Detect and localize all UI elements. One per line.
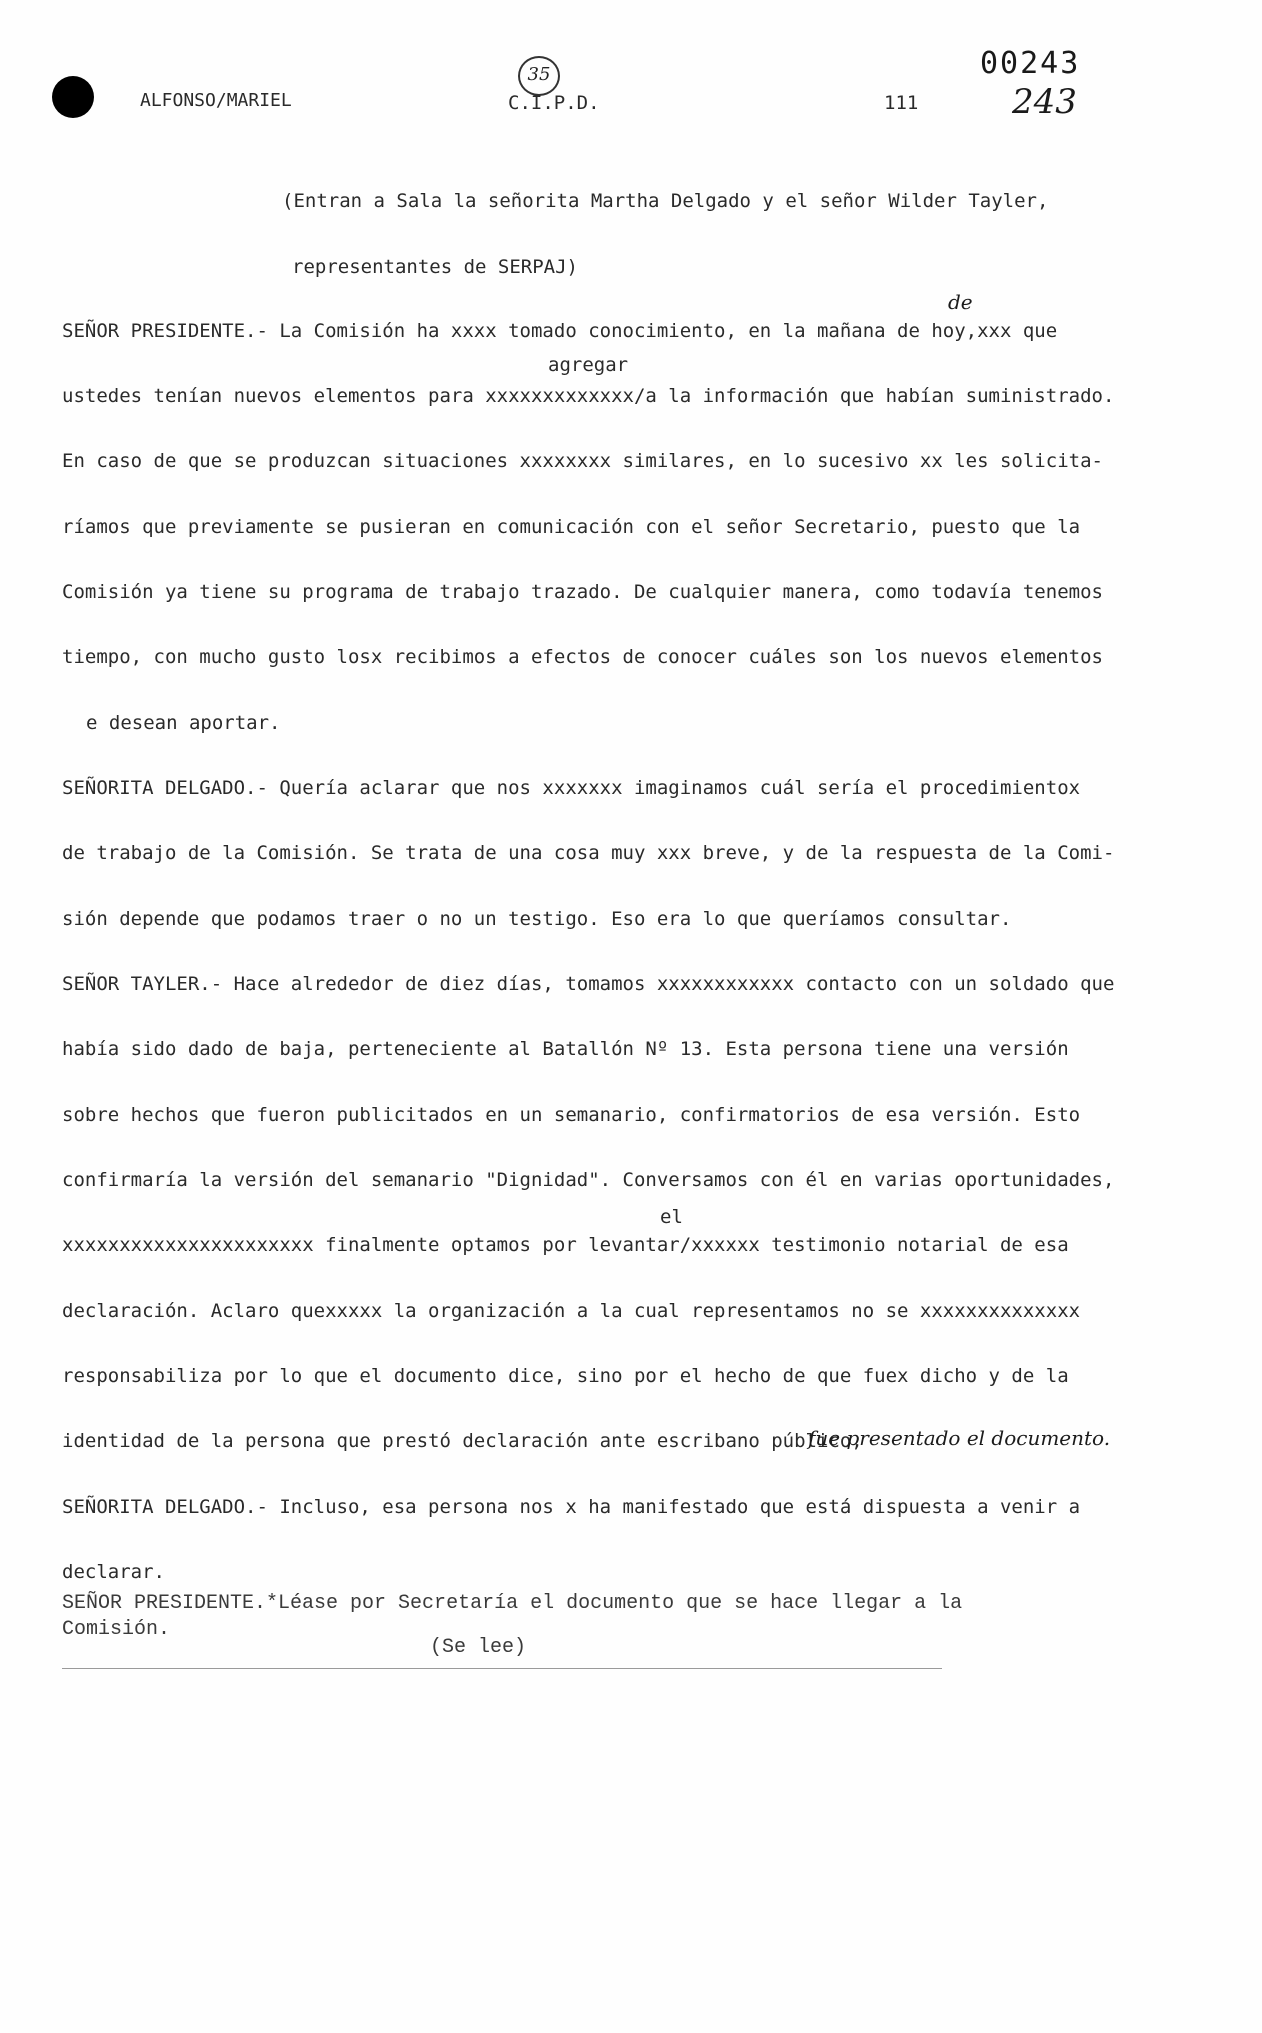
- header-author: ALFONSO/MARIEL: [140, 90, 292, 111]
- line-01: (Entran a Sala la señorita Martha Delgado y el señor Wilder Tayler,: [282, 190, 1049, 212]
- interlinear-el: el: [660, 1206, 683, 1228]
- line-22: declarar.: [62, 1561, 165, 1583]
- line-07: Comisión ya tiene su programa de trabajo trazado. De cualquier manera, como todavía tenemos: [62, 581, 1103, 603]
- line-14: había sido dado de baja, perteneciente al Batallón Nº 13. Esta persona tiene una versión: [62, 1038, 1069, 1060]
- line-12: sión depende que podamos traer o no un testigo. Eso era lo que queríamos consultar.: [62, 908, 1012, 930]
- line-25: (Se lee): [430, 1636, 527, 1659]
- hole-punch-mark: [52, 76, 94, 118]
- line-06: ríamos que previamente se pusieran en comunicación con el señor Secretario, puesto que la: [62, 516, 1081, 538]
- line-03: SEÑOR PRESIDENTE.- La Comisión ha xxxx tomado conocimiento, en la mañana de hoy,xxx que: [62, 320, 1058, 342]
- line-02: representantes de SERPAJ): [292, 256, 578, 278]
- line-08: tiempo, con mucho gusto losx recibimos a efectos de conocer cuáles son los nuevos elementos: [62, 646, 1103, 668]
- line-10: SEÑORITA DELGADO.- Quería aclarar que nos xxxxxxx imaginamos cuál sería el procedimientox: [62, 777, 1081, 799]
- line-20: identidad de la persona que prestó declaración ante escribano público,: [62, 1430, 863, 1452]
- interlinear-de: de: [948, 290, 973, 314]
- handwritten-addition: fue presentado el documento.: [808, 1426, 1111, 1450]
- seal-number: 35: [527, 64, 551, 85]
- line-24: Comisión.: [62, 1618, 171, 1641]
- header-page-number: 111: [884, 92, 919, 114]
- bottom-rule: [62, 1668, 942, 1669]
- line-05: En caso de que se produzcan situaciones xxxxxxxx similares, en lo sucesivo xx les solicita-: [62, 450, 1103, 472]
- seal-mark: [518, 56, 560, 96]
- line-04: ustedes tenían nuevos elementos para xxxxxxxxxxxxx/a la información que habían suministrado.: [62, 385, 1115, 407]
- line-21: SEÑORITA DELGADO.- Incluso, esa persona nos x ha manifestado que está dispuesta a venir a: [62, 1496, 1081, 1518]
- line-15: sobre hechos que fueron publicitados en un semanario, confirmatorios de esa versión. Esto: [62, 1104, 1081, 1126]
- interlinear-agregar: agregar: [548, 354, 629, 376]
- line-09: e desean aportar.: [86, 712, 281, 734]
- handwritten-number: 243: [1012, 82, 1077, 122]
- line-19: responsabiliza por lo que el documento dice, sino por el hecho de que fuex dicho y de la: [62, 1365, 1069, 1387]
- line-23: SEÑOR PRESIDENTE.*Léase por Secretaría el documento que se hace llegar a la: [62, 1592, 963, 1615]
- line-18: declaración. Aclaro quexxxxx la organización a la cual representamos no se xxxxxxxxxxxxxx: [62, 1300, 1081, 1322]
- line-16: confirmaría la versión del semanario "Dignidad". Conversamos con él en varias oportunidades,: [62, 1169, 1115, 1191]
- header-center: C.I.P.D.: [508, 92, 600, 114]
- line-11: de trabajo de la Comisión. Se trata de una cosa muy xxx breve, y de la respuesta de la Comi-: [62, 842, 1115, 864]
- line-13: SEÑOR TAYLER.- Hace alrededor de diez días, tomamos xxxxxxxxxxxx contacto con un soldado que: [62, 973, 1115, 995]
- stamp-number: 00243: [980, 46, 1081, 81]
- line-17: xxxxxxxxxxxxxxxxxxxxxx finalmente optamos por levantar/xxxxxx testimonio notarial de esa: [62, 1234, 1069, 1256]
